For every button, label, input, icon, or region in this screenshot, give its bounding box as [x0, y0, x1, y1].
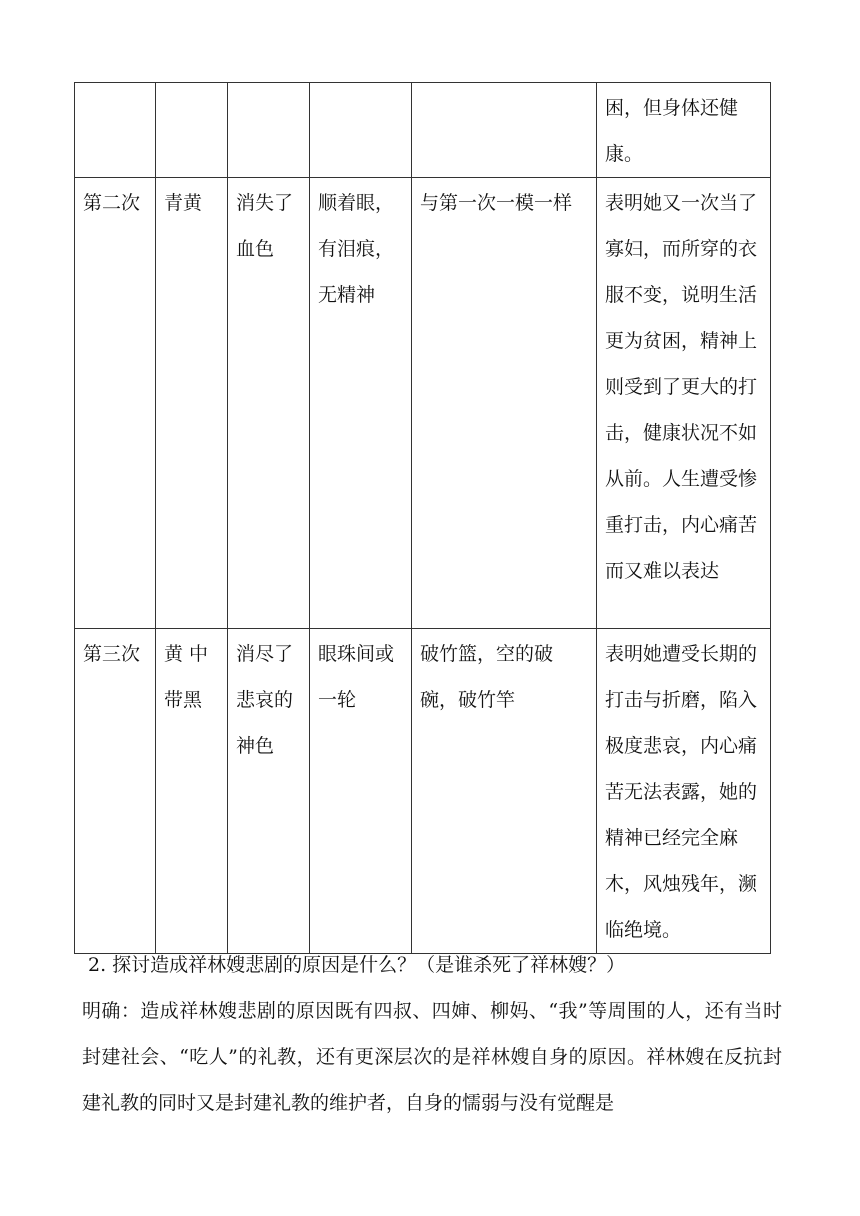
- table-cell: 第二次: [75, 178, 156, 629]
- analysis-table: [74, 82, 771, 954]
- table-cell: 表明她又一次当了寡妇，而所穿的衣服不变，说明生活更为贫困，精神上则受到了更大的打击，健康状况不如从前。人生遭受惨重打击，内心痛苦而又难以表达: [597, 178, 771, 629]
- table-cell: 困，但身体还健康。: [597, 83, 771, 178]
- table-cell: [156, 83, 228, 178]
- table-cell: [75, 83, 156, 178]
- table-cell: 与第一次一模一样: [412, 178, 597, 629]
- answer-paragraph: 明确：造成祥林嫂悲剧的原因既有四叔、四婶、柳妈、“我”等周围的人，还有当时封建社会、“吃人”的礼教，还有更深层次的是祥林嫂自身的原因。祥林嫂在反抗封建礼教的同时又是封建礼教的维护者，自身的懦弱与没有觉醒是: [82, 1000, 782, 1114]
- table-cell: [412, 83, 597, 178]
- table-cell: [228, 83, 310, 178]
- table-cell: [310, 83, 412, 178]
- table-cell: 第三次: [75, 629, 156, 954]
- table-cell: 眼珠间或一轮: [310, 629, 412, 954]
- table-cell: 破竹篮，空的破碗，破竹竿: [412, 629, 597, 954]
- table-cell: 表明她遭受长期的打击与折磨，陷入极度悲哀，内心痛苦无法表露，她的精神已经完全麻木，风烛残年，濒临绝境。: [597, 629, 771, 954]
- table-row: [75, 178, 771, 629]
- table-row: [75, 629, 771, 954]
- table-cell: 顺着眼，有泪痕，无精神: [310, 178, 412, 629]
- question-text: 2. 探讨造成祥林嫂悲剧的原因是什么？（是谁杀死了祥林嫂？）: [88, 954, 626, 976]
- table-cell: 黄 中带黑: [156, 629, 228, 954]
- table-row: [75, 83, 771, 178]
- table-cell: 消尽了悲哀的神色: [228, 629, 310, 954]
- table-cell: 青黄: [156, 178, 228, 629]
- table-cell: 消失了血色: [228, 178, 310, 629]
